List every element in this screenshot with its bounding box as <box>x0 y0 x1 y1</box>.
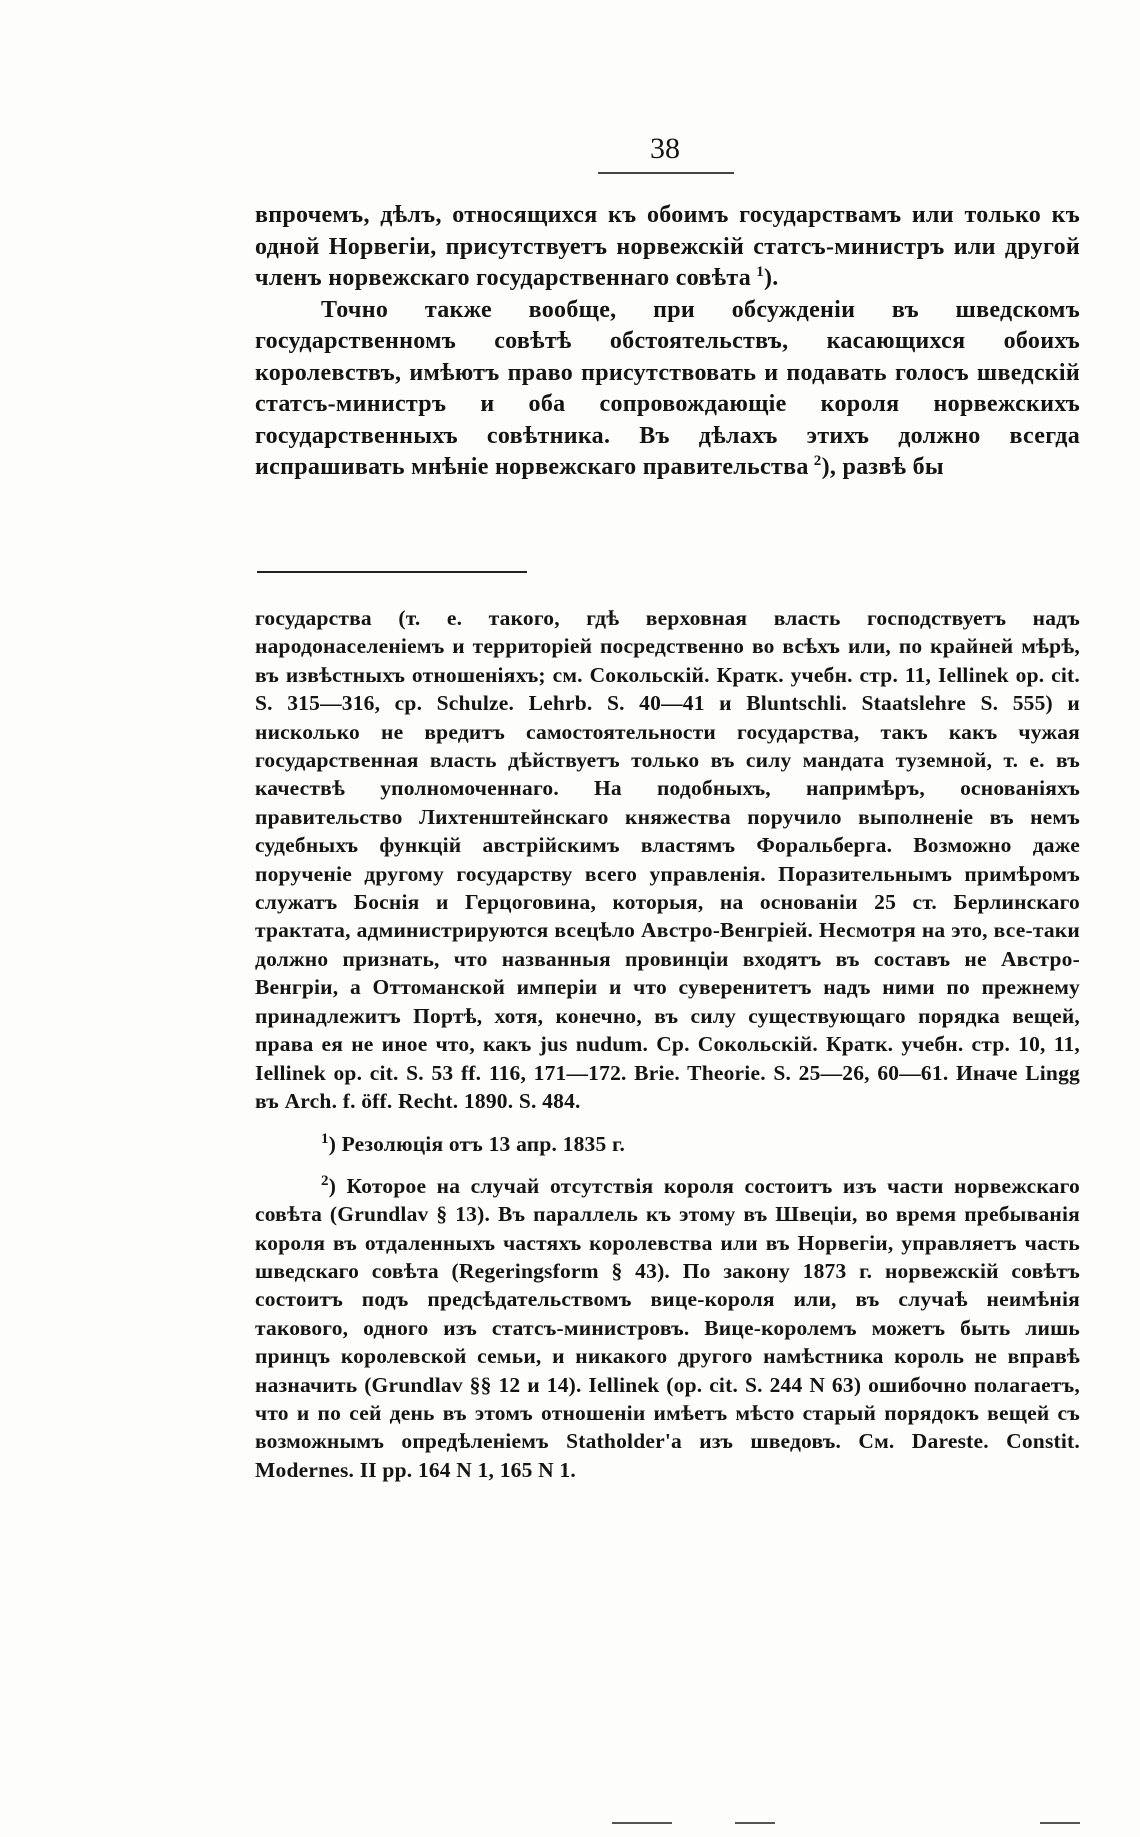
footnote-2-text: ) Которое на случай отсутствія короля состоитъ изъ части норвежскаго совѣта (Grundlav § 13). Въ параллель къ этому въ Швеціи, во время пребыванія короля въ отдаленныхъ частяхъ королевства или въ Норвегіи, управляетъ часть шведскаго совѣта (Regeringsform § 43). По закону 1873 г. норвежскій совѣтъ состоитъ подъ предсѣдательствомъ вице-короля или, въ случаѣ неимѣнія такового, одного изъ статсъ-министровъ. Вице-королемъ можетъ быть лишь принцъ королевской семьи, и никакого другого намѣстника король не вправѣ назначить (Grundlav §§ 12 и 14). Iellinek (op. cit. S. 244 N 63) ошибочно полагаетъ, что и по сей день въ этомъ отношеніи имѣетъ мѣсто старый порядокъ вещей съ возможнымъ опредѣленіемъ Statholder'а изъ шведовъ. См. Dareste. Constit. Modernes. II pp. 164 N 1, 165 N 1. <box>255 1173 1080 1482</box>
page-number: 38 <box>650 132 680 165</box>
page-number-rule <box>598 172 734 174</box>
main-text <box>255 200 1080 484</box>
bottom-edge-mark <box>1040 1822 1080 1824</box>
footnotes <box>255 604 1080 1484</box>
footnote-2-marker: 2 <box>321 1172 329 1189</box>
footnote-reference-1: 1 <box>756 264 764 280</box>
footnote-continuation: государства (т. е. такого, гдѣ верховная власть господствуетъ надъ народонаселеніемъ и территоріей посредственно во всѣхъ или, по крайней мѣрѣ, въ извѣстныхъ отношеніяхъ; см. Сокольскій. Кратк. учебн. стр. 11, Iellinek op. cit. S. 315—316, ср. Schulze. Lehrb. S. 40—41 и Bluntschli. Staatslehre S. 555) и нисколько не вредитъ самостоятельности государства, такъ какъ чужая государственная власть дѣйствуетъ только въ силу мандата туземной, т. е. въ качествѣ уполномоченнаго. На подобныхъ, напримѣръ, основаніяхъ правительство Лихтенштейнскаго княжества поручило выполненіе въ немъ судебныхъ функцій австрійскимъ властямъ Форальберга. Возможно даже порученіе другому государству всего управленія. Поразительнымъ примѣромъ служатъ Боснія и Герцоговина, которыя, на основаніи 25 ст. Берлинскаго трактата, администрируются всецѣло Австро-Венгріей. Несмотря на это, все-таки должно признать, что названныя провинціи входятъ въ составъ не Австро-Венгріи, а Оттоманской имперіи и что суверенитетъ надъ ними по прежнему принадлежитъ Портѣ, хотя, конечно, въ силу существующаго порядка вещей, права ея не иное что, какъ jus nudum. Ср. Сокольскій. Кратк. учебн. стр. 10, 11, Iellinek op. cit. S. 53 ff. 116, 171—172. Brie. Theorie. S. 25—26, 60—61. Иначе Lingg въ Arch. f. öff. Recht. 1890. S. 484. <box>255 606 1080 1113</box>
main-paragraph-1-end: ). <box>764 265 779 291</box>
footnote-2 <box>255 1172 1080 1484</box>
bottom-edge-mark <box>735 1822 775 1824</box>
main-paragraph-2-end: ), развѣ бы <box>821 454 944 480</box>
footnote-1-text: ) Резолюція отъ 13 апр. 1835 г. <box>328 1132 626 1157</box>
footnote-1-marker: 1 <box>321 1131 329 1148</box>
main-paragraph-2-text: Точно также вообще, при обсужденіи въ шведскомъ государственномъ совѣтѣ обстоятельствъ, касающихся обоихъ королевствъ, имѣютъ право присутствовать и подавать голосъ шведскій статсъ-министръ и оба сопровождающіе короля норвежскихъ государственныхъ совѣтника. Въ дѣлахъ этихъ должно всегда испрашивать мнѣніе норвежскаго правительства <box>255 296 1080 480</box>
main-paragraph-1-text: впрочемъ, дѣлъ, относящихся къ обоимъ государствамъ или только къ одной Норвегіи, присутствуетъ норвежскій статсъ-министръ или другой членъ норвежскаго государственнаго совѣта <box>255 202 1080 291</box>
footnote-1 <box>255 1130 1080 1158</box>
main-paragraph-2 <box>255 295 1080 484</box>
bottom-edge-mark <box>612 1822 672 1824</box>
footnote-separator <box>257 571 527 573</box>
footnote-reference-2: 2 <box>813 453 822 469</box>
main-paragraph-1 <box>255 200 1080 295</box>
